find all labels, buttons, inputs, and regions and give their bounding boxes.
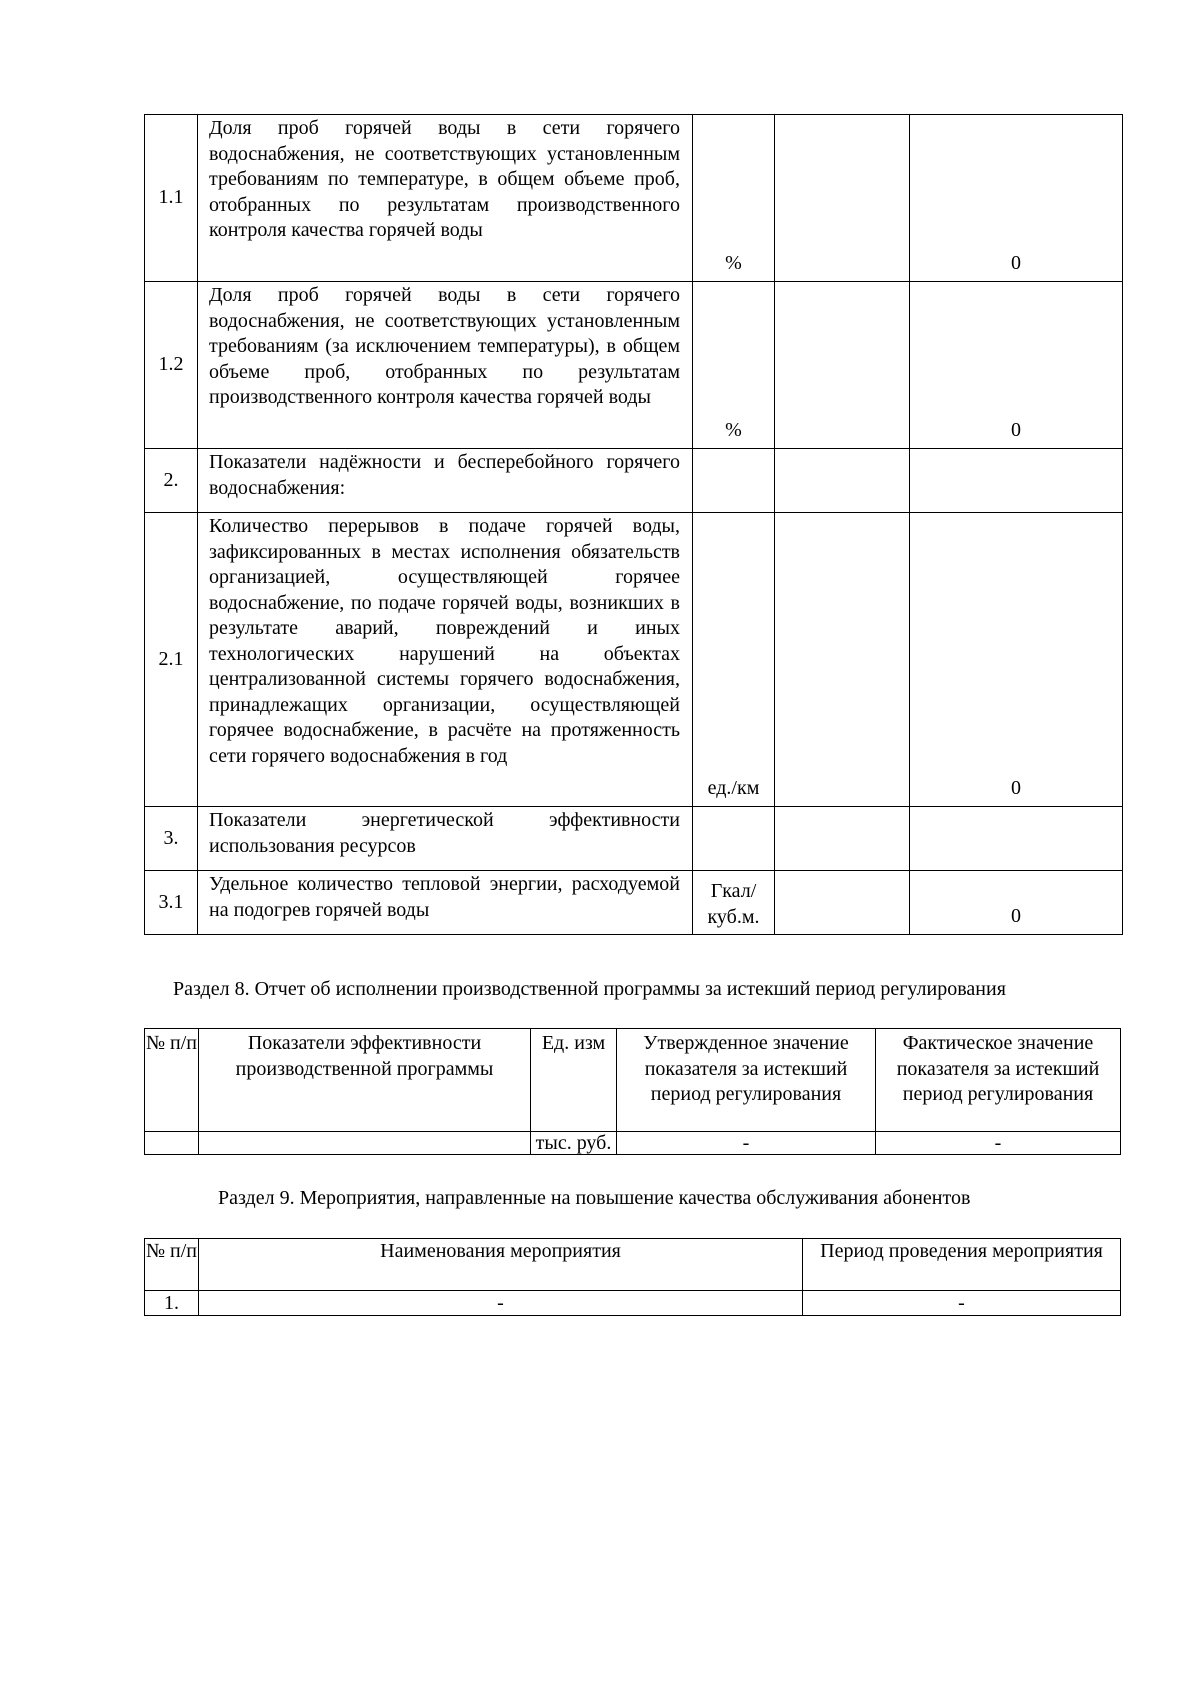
header-name: Наименования мероприятия [199, 1239, 803, 1291]
row-number: 3.1 [145, 871, 198, 935]
indicator-description: Показатели надёжности и бесперебойного горячего водоснабжения: [198, 449, 693, 513]
header-actual: Фактическое значение показателя за истекший период регулирования [876, 1029, 1121, 1132]
unit-cell [693, 449, 775, 513]
plan-value-cell [775, 871, 910, 935]
value-cell [910, 449, 1123, 513]
value-cell: 0 [910, 513, 1123, 807]
unit-cell [693, 871, 775, 935]
value-cell: 0 [910, 871, 1123, 935]
section-8-title: Раздел 8. Отчет об исполнении производственной программы за истекший период регулирования [173, 978, 1006, 1000]
indicator-description: Доля проб горячей воды в сети горячего водоснабжения, не соответствующих установленным требованиям по температуре, в общем объеме проб, отобранных по результатам производственного контроля качества горячей воды [198, 115, 693, 282]
value-cell [910, 807, 1123, 871]
plan-value-cell [775, 282, 910, 449]
unit-cell: ед./км [693, 513, 775, 807]
indicator-description: Количество перерывов в подаче горячей воды, зафиксированных в местах исполнения обязательств организацией, осуществляющей горячее водоснабжение, по подаче горячей воды, возникших в результате аварий, повреждений и иных технологических нарушений на объектах централизованной системы горячего водоснабжения, принадлежащих организации, осуществляющей горячее водоснабжение, в расчёте на протяженность сети горячего водоснабжения в год [198, 513, 693, 807]
row-number: 1.2 [145, 282, 198, 449]
indicator-description: Удельное количество тепловой энергии, расходуемой на подогрев горячей воды [198, 871, 693, 935]
unit-line: Гкал/ [710, 880, 757, 902]
unit-cell [693, 807, 775, 871]
indicator-description: Показатели энергетической эффективности использования ресурсов [198, 807, 693, 871]
table-row [145, 1291, 1121, 1316]
indicator-cell [199, 1132, 531, 1155]
table-row [145, 449, 1123, 513]
row-number: 3. [145, 807, 198, 871]
header-num: № п/п [145, 1029, 199, 1132]
unit-line: куб.м. [707, 905, 760, 928]
indicator-description: Доля проб горячей воды в сети горячего водоснабжения, не соответствующих установленным требованиям (за исключением температуры), в общем объеме проб, отобранных по результатам производственного контроля качества горячей воды [198, 282, 693, 449]
plan-value-cell [775, 513, 910, 807]
value-cell: 0 [910, 282, 1123, 449]
header-num: № п/п [145, 1239, 199, 1291]
table-row [145, 807, 1123, 871]
indicators-table [144, 114, 1123, 935]
measure-period-cell: - [803, 1291, 1121, 1316]
header-period: Период проведения мероприятия [803, 1239, 1121, 1291]
header-indicator: Показатели эффективности производственной программы [199, 1029, 531, 1132]
table-row [145, 871, 1123, 935]
unit-cell: тыс. руб. [531, 1132, 617, 1155]
plan-value-cell [775, 807, 910, 871]
header-unit: Ед. изм [531, 1029, 617, 1132]
measure-name-cell: - [199, 1291, 803, 1316]
actual-cell: - [876, 1132, 1121, 1155]
plan-value-cell [775, 449, 910, 513]
approved-cell: - [617, 1132, 876, 1155]
header-approved: Утвержденное значение показателя за истекший период регулирования [617, 1029, 876, 1132]
program-report-table [144, 1028, 1121, 1155]
row-number: 2. [145, 449, 198, 513]
table-row [145, 513, 1123, 807]
table-header-row [145, 1029, 1121, 1132]
table-row [145, 115, 1123, 282]
section-9-title: Раздел 9. Мероприятия, направленные на повышение качества обслуживания абонентов [218, 1187, 971, 1209]
plan-value-cell [775, 115, 910, 282]
table-row [145, 1132, 1121, 1155]
unit-cell: % [693, 282, 775, 449]
value-cell: 0 [910, 115, 1123, 282]
row-number [145, 1132, 199, 1155]
table-row [145, 282, 1123, 449]
row-number: 1. [145, 1291, 199, 1316]
table-header-row [145, 1239, 1121, 1291]
unit-cell: % [693, 115, 775, 282]
measures-table [144, 1238, 1121, 1316]
row-number: 2.1 [145, 513, 198, 807]
row-number: 1.1 [145, 115, 198, 282]
